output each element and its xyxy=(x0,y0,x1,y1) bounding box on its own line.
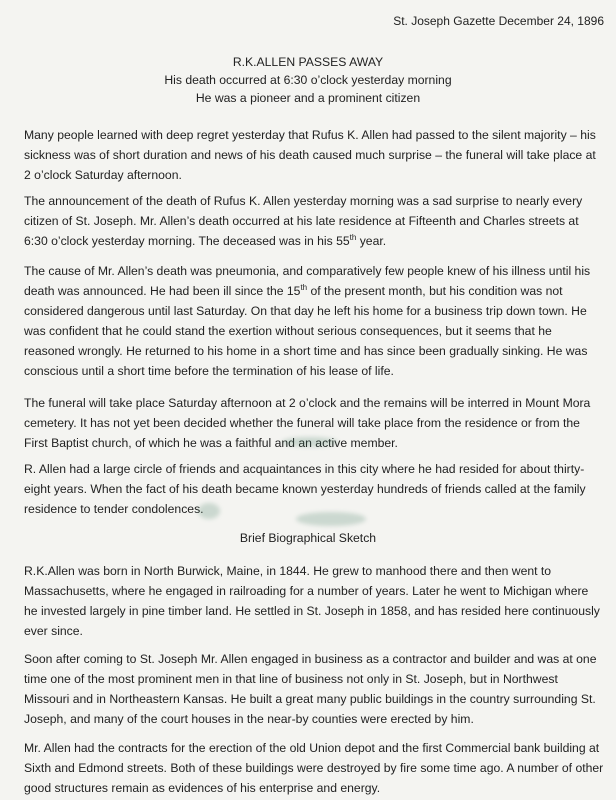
paragraph-3-sup: th xyxy=(300,282,308,292)
paragraph-2-end: year. xyxy=(356,234,387,248)
paragraph-6: R.K.Allen was born in North Burwick, Maine, in 1844. He grew to manhood there and then went to Massachusetts, where he engaged in railroading for a number of years. Later he went to Michigan where he invested largely in pine timber land. He settled in St. Joseph in 1858, and has resided here continuously ever since. xyxy=(24,564,600,638)
section-subheading: Brief Biographical Sketch xyxy=(239,531,377,545)
headline-line-2: He was a pioneer and a prominent citizen xyxy=(195,91,421,105)
paragraph-7: Soon after coming to St. Joseph Mr. Allen engaged in business as a contractor and builder and was at one time one of the most prominent men in that line of business not only in St. Joseph, but in Northwest Missouri and in Northeastern Kansas. He built a great many public buildings in the country surrounding St. Joseph, and many of the court houses in the near-by counties were erected by him. xyxy=(24,652,597,726)
headline-line-1: His death occurred at 6:30 o’clock yesterday morning xyxy=(164,73,452,87)
headline-title: R.K.ALLEN PASSES AWAY xyxy=(232,55,384,69)
paragraph-5: R. Allen had a large circle of friends and acquaintances in this city where he had resided for about thirty-eight years. When the fact of his death became known yesterday hundreds of friends called at the family residence to tender condolences. xyxy=(24,462,586,516)
stain-mark xyxy=(296,512,366,526)
paragraph-1: Many people learned with deep regret yesterday that Rufus K. Allen had passed to the silent majority – his sickness was of short duration and news of his death caused much surprise – the funeral will take place at 2 o’clock Saturday afternoon. xyxy=(24,128,596,182)
paragraph-3 xyxy=(24,261,604,381)
stain-mark xyxy=(282,437,338,447)
paragraph-4: The funeral will take place Saturday afternoon at 2 o’clock and the remains will be interred in Mount Mora cemetery. It has not yet been decided whether the funeral will take place from the residence or from the First Baptist church, of which he was a faithful and an active member. xyxy=(24,396,591,450)
paragraph-2-sup: th xyxy=(349,232,357,242)
paragraph-2-text: The announcement of the death of Rufus K. Allen yesterday morning was a sad surprise to nearly every citizen of St. Joseph. Mr. Allen’s death occurred at his late residence at Fifteenth and Charles streets at 6:30 o’clock yesterday morning. The deceased was in his 55 xyxy=(24,194,583,248)
paragraph-8: Mr. Allen had the contracts for the erection of the old Union depot and the first Commercial bank building at Sixth and Edmond streets. Both of these buildings were destroyed by fire some time ago. A number of other good structures remain as evidences of his enterprise and energy. xyxy=(24,741,604,795)
headline xyxy=(0,53,616,107)
paragraph-3-b: of the present month, but his condition was not considered dangerous until last Saturday. On that day he left his home for a business trip down town. He was confident that he could stand the exertion without serious consequences, but it seems that he reasoned wrongly. He returned to his home in a short time and has since been gradually sinking. He was conscious until a short time before the termination of his lease of life. xyxy=(24,284,588,378)
stain-mark xyxy=(198,503,220,519)
paragraph-3-a: The cause of Mr. Allen’s death was pneumonia, and comparatively few people knew of his illness until his death was announced. He had been ill since the 15 xyxy=(24,264,591,298)
paragraph-2 xyxy=(24,191,604,251)
dateline: St. Joseph Gazette December 24, 1896 xyxy=(393,14,604,28)
